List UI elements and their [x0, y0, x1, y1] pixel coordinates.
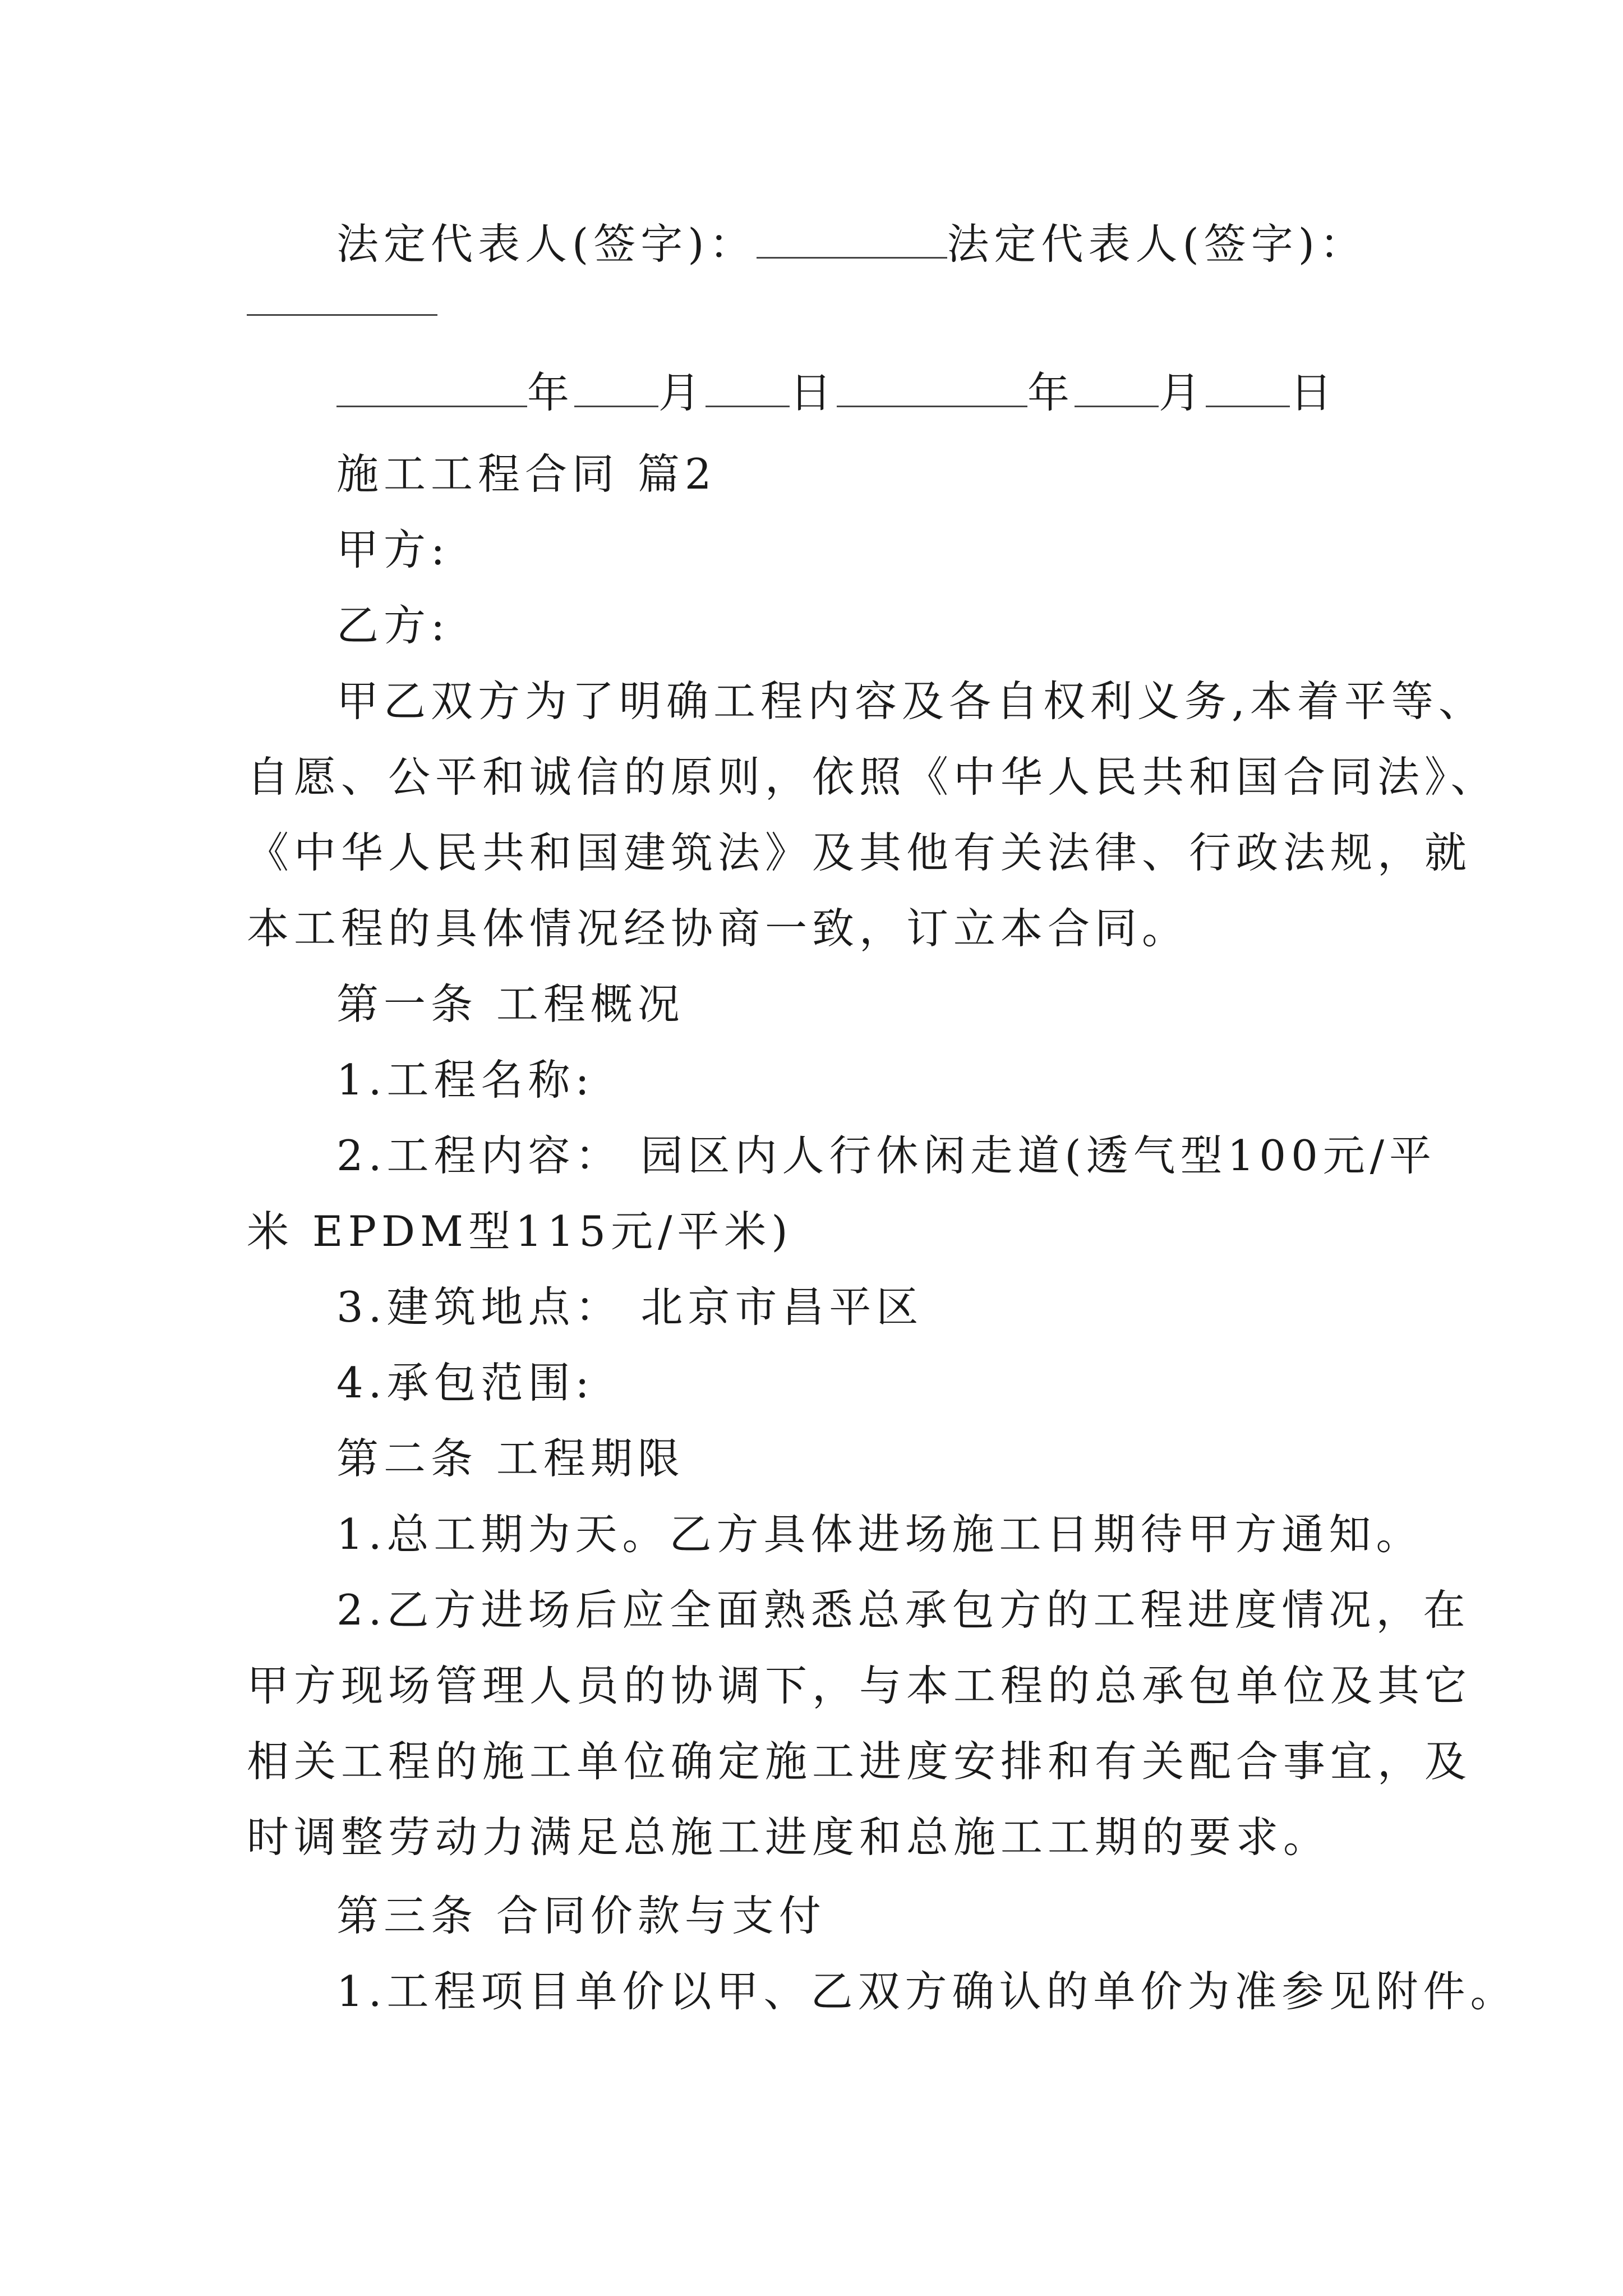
- day-label: 日: [1290, 368, 1338, 417]
- article-2-item-2-cont: 甲方现场管理人员的协调下，与本工程的总承包单位及其它: [247, 1661, 1472, 1710]
- year-blank-party-b: [837, 366, 1027, 407]
- preamble-line: 本工程的具体情况经协商一致，订立本合同。: [247, 904, 1189, 953]
- date-line: [336, 365, 1337, 421]
- article-1-title: 第一条 工程概况: [336, 979, 685, 1029]
- article-1-item-3: 3.建筑地点： 北京市昌平区: [336, 1282, 924, 1332]
- day-blank-party-a: [706, 366, 790, 407]
- preamble-line: 甲乙双方为了明确工程内容及各自权利义务,本着平等、: [336, 677, 1486, 726]
- signature-blank-party-b: [247, 314, 437, 316]
- legal-rep-label-party-b: 法定代表人(签字)：: [947, 219, 1367, 269]
- year-blank-party-a: [336, 366, 527, 407]
- month-label: 月: [658, 368, 706, 417]
- signature-line: [336, 216, 1367, 272]
- year-label: 年: [527, 368, 575, 417]
- article-3-item-1: 1.工程项目单价以甲、乙双方确认的单价为准参见附件。: [336, 1967, 1518, 2016]
- month-blank-party-b: [1075, 366, 1159, 407]
- article-3-title: 第三条 合同价款与支付: [336, 1891, 826, 1940]
- day-label: 日: [790, 368, 837, 417]
- article-1-item-1: 1.工程名称:: [336, 1055, 594, 1105]
- article-2-item-2-cont: 相关工程的施工单位确定施工进度安排和有关配合事宜，及: [247, 1737, 1472, 1786]
- signature-blank-party-a: [757, 218, 947, 259]
- party-a-line: 甲方:: [336, 525, 450, 574]
- article-1-item-2-cont: 米 EPDM型115元/平米): [247, 1207, 793, 1256]
- preamble-line: 自愿、公平和诚信的原则，依照《中华人民共和国合同法》、: [247, 752, 1498, 802]
- year-label: 年: [1027, 368, 1075, 417]
- article-2-item-1: 1.总工期为天。乙方具体进场施工日期待甲方通知。: [336, 1510, 1423, 1559]
- day-blank-party-b: [1206, 366, 1290, 407]
- article-2-title: 第二条 工程期限: [336, 1434, 685, 1483]
- party-b-line: 乙方:: [336, 601, 450, 650]
- month-blank-party-a: [574, 366, 658, 407]
- article-1-item-2: 2.工程内容： 园区内人行休闲走道(透气型100元/平: [336, 1131, 1437, 1180]
- article-2-item-2: 2.乙方进场后应全面熟悉总承包方的工程进度情况，在: [336, 1585, 1470, 1635]
- month-label: 月: [1159, 368, 1206, 417]
- preamble-line: 《中华人民共和国建筑法》及其他有关法律、行政法规，就: [247, 828, 1472, 877]
- article-1-item-4: 4.承包范围:: [336, 1358, 594, 1407]
- article-2-item-2-cont: 时调整劳动力满足总施工进度和总施工工期的要求。: [247, 1812, 1331, 1862]
- document-heading: 施工工程合同 篇2: [336, 449, 717, 499]
- legal-rep-label-party-a: 法定代表人(签字)：: [336, 219, 757, 269]
